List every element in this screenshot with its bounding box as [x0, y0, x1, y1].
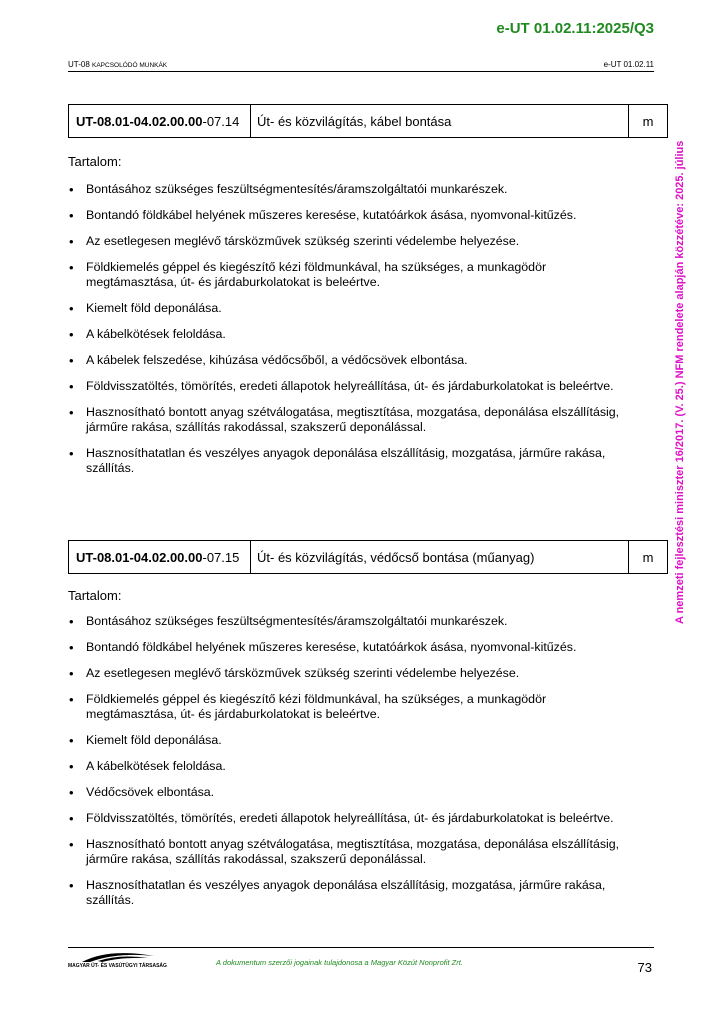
item-header-box — [68, 540, 668, 574]
item-code — [69, 541, 251, 573]
item-code-suffix: -07.15 — [202, 549, 240, 565]
page-number: 73 — [637, 960, 652, 975]
header-chapter-title: KAPCSOLÓDÓ MUNKÁK — [92, 62, 168, 69]
publication-side-note: A nemzeti fejlesztési miniszter 16/2017. (V. 25.) NFM rendelete alapján közzétéve: 2025. július — [674, 140, 686, 624]
content-label: Tartalom: — [68, 154, 122, 169]
list-item: • Földkiemelés géppel és kiegészítő kézi földmunkával, ha szükséges, a munkagödör megtámasztása, út- és járdaburkolatokat is beleértve. — [68, 260, 628, 290]
list-item: • Hasznosítható bontott anyag szétválogatása, megtisztítása, mozgatása, deponálása elszállításig, járműre rakása, szállítás rakodással, szakszerű deponálással. — [68, 837, 628, 867]
list-item: • Az esetlegesen meglévő társközművek szükség szerinti védelembe helyezése. — [68, 666, 628, 681]
list-item: • A kábelkötések feloldása. — [68, 759, 628, 774]
list-item: • Bontásához szükséges feszültségmentesítés/áramszolgáltatói munkarészek. — [68, 614, 628, 629]
item-code-main: UT-08.01-04.02.00.00 — [76, 113, 203, 129]
item-code-main: UT-08.01-04.02.00.00 — [76, 549, 203, 565]
list-item: • A kábelkötések feloldása. — [68, 327, 628, 342]
header-divider — [68, 71, 654, 72]
list-item: • Földkiemelés géppel és kiegészítő kézi földmunkával, ha szükséges, a munkagödör megtámasztása, út- és járdaburkolatokat is beleértve. — [68, 692, 628, 722]
content-list — [68, 182, 628, 487]
item-unit: m — [642, 549, 654, 565]
item-code-suffix: -07.14 — [202, 113, 240, 129]
item-header-box — [68, 104, 668, 138]
list-item: • Hasznosítható bontott anyag szétválogatása, megtisztítása, mozgatása, deponálása elszállításig, járműre rakása, szállítás rakodással, szakszerű deponálással. — [68, 405, 628, 435]
copyright-notice: A dokumentum szerzői jogainak tulajdonosa a Magyar Közút Nonprofit Zrt. — [216, 958, 463, 967]
content-list — [68, 614, 628, 919]
list-item: • Kiemelt föld deponálása. — [68, 733, 628, 748]
header-chapter — [68, 60, 167, 69]
item-title: Út- és közvilágítás, kábel bontása — [251, 105, 629, 137]
content-label: Tartalom: — [68, 588, 122, 603]
document-code: e-UT 01.02.11:2025/Q3 — [496, 20, 654, 37]
item-title: Út- és közvilágítás, védőcső bontása (műanyag) — [251, 541, 629, 573]
list-item: • Kiemelt föld deponálása. — [68, 301, 628, 316]
list-item: • Hasznosíthatatlan és veszélyes anyagok deponálása elszállításig, mozgatása, járműre rakása, szállítás. — [68, 878, 628, 908]
footer-divider — [68, 947, 654, 948]
list-item: • Az esetlegesen meglévő társközművek szükség szerinti védelembe helyezése. — [68, 234, 628, 249]
list-item: • Hasznosíthatatlan és veszélyes anyagok deponálása elszállításig, mozgatása, járműre rakása, szállítás. — [68, 446, 628, 476]
list-item: • A kábelek felszedése, kihúzása védőcsőből, a védőcsövek elbontása. — [68, 353, 628, 368]
list-item: • Bontásához szükséges feszültségmentesítés/áramszolgáltatói munkarészek. — [68, 182, 628, 197]
list-item: • Földvisszatöltés, tömörítés, eredeti állapotok helyreállítása, út- és járdaburkolatokat is beleértve. — [68, 379, 628, 394]
list-item: • Bontandó földkábel helyének műszeres keresése, kutatóárkok ásása, nyomvonal-kitűzés. — [68, 640, 628, 655]
company-logo-text: MAGYAR ÚT- ÉS VASÚTÜGYI TÁRSASÁG — [68, 963, 167, 969]
header-chapter-prefix: UT-08 — [68, 60, 93, 69]
header-doc-ref: e-UT 01.02.11 — [603, 60, 654, 69]
item-code — [69, 105, 251, 137]
list-item: • Földvisszatöltés, tömörítés, eredeti állapotok helyreállítása, út- és járdaburkolatokat is beleértve. — [68, 811, 628, 826]
list-item: • Bontandó földkábel helyének műszeres keresése, kutatóárkok ásása, nyomvonal-kitűzés. — [68, 208, 628, 223]
item-unit: m — [642, 113, 654, 129]
list-item: • Védőcsövek elbontása. — [68, 785, 628, 800]
